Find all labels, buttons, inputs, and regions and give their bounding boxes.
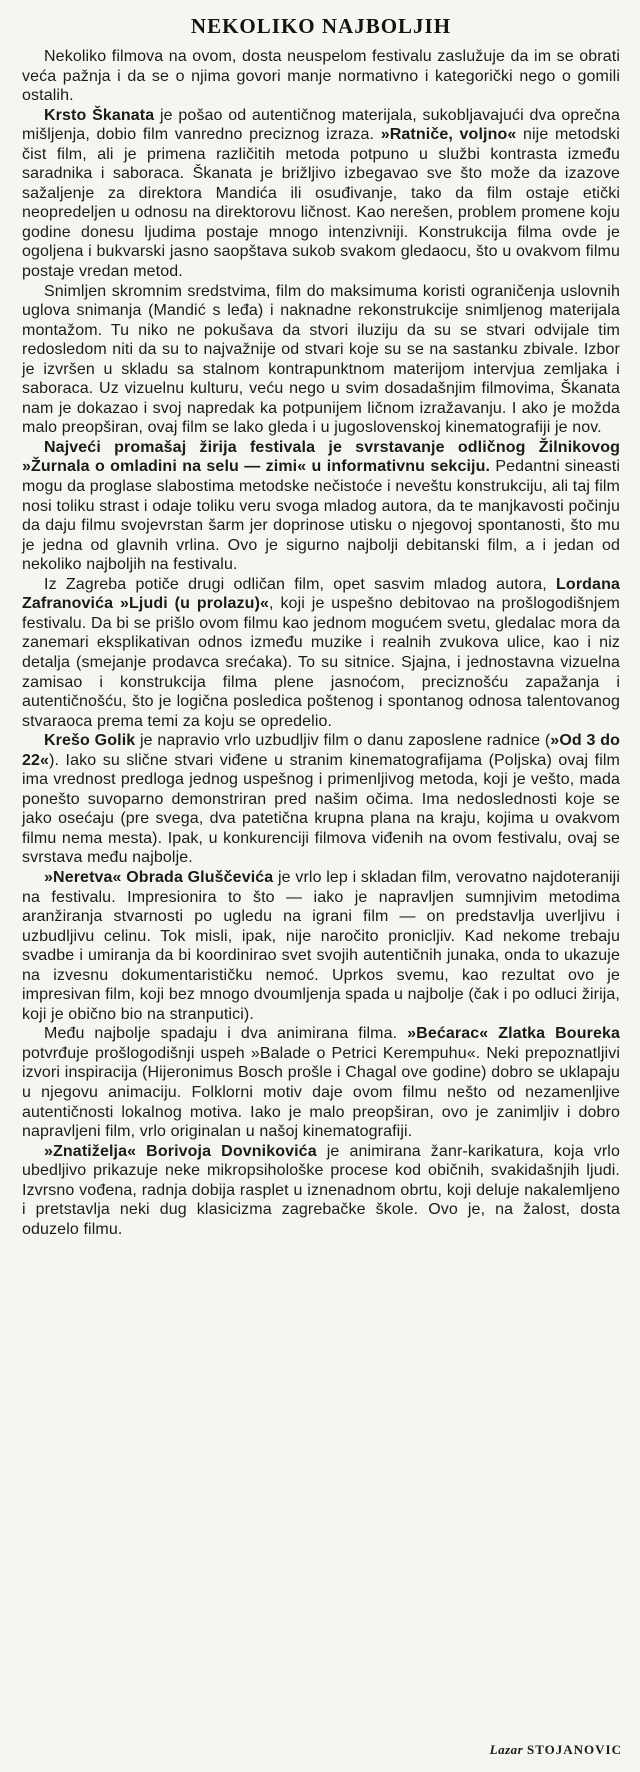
- paragraph-text: nije metodski čist film, ali je primena različitih metoda potpuno u službi kontrasta između saradnika i saboraca. Škanata je brižljivo izbegavao sve što može da izazove sažaljenje za direktora Mandića ili osuđivanje, tako da film ostaje etički neopredeljen u odnosu na direktorovu ličnost. Kao nerešen, problem promene koju godine donesu ljudima postaje mnogo intenzivniji. Konstrukcija filma ovde je ogoljena i bukvarski jasno saopštava sukob svakom gledaocu, što u ovakvom filmu postaje vredan metod.: [22, 126, 620, 281]
- paragraph-text: Pedantni sineasti mogu da proglase slabostima metodske nečistoće i neveštu konstrukciju, ali taj film nosi toliku strast i odaje toliku veru svoga mladog autora, da te manjkavosti počinju da daju filmu svojevrstan šarm jer doprinose utisku o njegovoj spontanosti, što mu je jedna od glavnih vrlina. Ovo je sigurno najbolji debitanski film, a i jedan od nekoliko najboljih na festivalu.: [22, 458, 621, 574]
- paragraph-zafranovic: [22, 575, 620, 731]
- paragraph-skanata-2: [22, 282, 620, 438]
- film-title: »Neretva« Obrada Gluščevića: [44, 868, 274, 886]
- paragraph-glusevic: [22, 868, 620, 1024]
- paragraph-text: Među najbolje spadaju i dva animirana filma.: [44, 1025, 408, 1043]
- paragraph-skanata: [22, 106, 620, 282]
- paragraph-text: je pošao od autentičnog materijala, sukobljavajući dva oprečna mišljenja, dobio film vanredno preciznog izraza.: [22, 106, 620, 144]
- paragraph-dovnikovic: [22, 1142, 620, 1240]
- director-name: Krsto Škanata: [44, 106, 155, 124]
- paragraph-text: je vrlo lep i skladan film, verovatno najdoteraniji na festivalu. Impresionira to što — iako je napravljen sumnjivim metodima aranžiranja stvarnosti po ugledu na igrani film — on predstavlja uverljivu i uzbudljivu celinu. Tok misli, ipak, nije naročito pronicljiv. Kad nekome trebaju svadbe i umiranja da bi koordinirao svet svojih autentičnih junaka, onda to ukazuje na izvesnu dokumentarističku nemoć. Uprkos svemu, kao rezultat ovo je impresivan film, koji bez mnogo dvoumljenja spada u najbolje (čak i po odluci žirija, koji je obično bio na stranputici).: [22, 868, 620, 1023]
- director-name: Krešo Golik: [44, 732, 136, 750]
- paragraph-text: ). Iako su slične stvari viđene u stranim kinematografijama (Poljska) ovaj film ima vrednost predloga jednog uspešnog i primenljivog metoda, koji je vešto, mada ponešto suvoparno demonstriran pred našim očima. Ima nedoslednosti koje se jako osećaju (pre svega, dva patetična krupna plana na kraju, kojima u ovakvom filmu nema mesta). Ipak, u konkurenciji filmova viđenih na ovom festivalu, ovaj se svrstava među najbolje.: [22, 751, 620, 867]
- paragraph-text: je napravio vrlo uzbudljiv film o danu zaposlene radnice (: [135, 732, 551, 750]
- author-last-name: STOJANOVIC: [526, 1742, 622, 1757]
- author-first-name: Lazar: [489, 1742, 524, 1757]
- lead-sentence: Najveći promašaj žirija festivala je svrstavanje odličnog Žilnikovog »Žurnala o omladini na selu — zimi« u informativnu sekciju.: [22, 438, 620, 476]
- paragraph-zilnik: [22, 438, 620, 575]
- paragraph-intro-text: Nekoliko filmova na ovom, dosta neuspelom festivalu zaslužuje da im se obrati veća pažnja i da se o njima govori manje normativno i kategorički nego o gomili ostalih.: [22, 48, 620, 105]
- film-title: »Znatiželja« Borivoja Dovnikovića: [44, 1142, 317, 1160]
- film-title: »Bećarac« Zlatka Boureka: [407, 1025, 620, 1043]
- paragraph-text: je animirana žanr-karikatura, koja vrlo ubedljivo prikazuje neke mikropsihološke procese kod običnih, svakidašnjih ljudi. Izvrsno vođena, radnja dobija rasplet u iznenadnom obrtu, koji deluje nakalemljeno i pretstavlja neki dug klasicizma zagrebačke škole. Ovo je, na žalost, dosta oduzelo filmu.: [22, 1142, 620, 1238]
- paragraph-golik: [22, 731, 620, 868]
- author-signature: [490, 1742, 622, 1758]
- paragraph-intro: [22, 47, 620, 106]
- director-film: Lordana Zafranovića »Ljudi (u prolazu)«: [22, 575, 620, 613]
- article-title: NEKOLIKO NAJBOLJIH: [190, 14, 452, 38]
- paragraph-text: , koji je uspešno debitovao na prošlogodišnjem festivalu. Da bi se prišlo ovom filmu kao jednom mogućem svetu, gledalac mora da zanemari eksplikativan odnos između muzike i realnih zvukova ulice, kao i niz detalja (smejanje prodavca srećaka). To su sitnice. Sjajna, i jednostavna vizuelna zamisao i konstrukcija filma plene jasnoćom, preciznošću zapažanja i autentičnošću, što je logična posledica poštenog i spontanog odnosa talentovanog stvaraoca prema temi za koju se opredelio.: [22, 595, 620, 730]
- film-title: »Ratniče, voljno«: [380, 126, 517, 144]
- paragraph-bourek: [22, 1024, 620, 1141]
- article-body: [22, 47, 620, 1239]
- paragraph-text: Snimljen skromnim sredstvima, film do maksimuma koristi ograničenja uslovnih uglova snimanja (Mandić s leđa) i naknadne rekonstrukcije snimljenog materijala montažom. Tu niko ne pokušava da stvori iluziju da su se stvari odvijale tim redosledom niti da su to najvažnije od stvari koje su se na sastanku zbivale. Izbor je izvršen u skladu sa stalnom kontrapunktnom materijom intervjua zemljaka i saboraca. Uz vizuelnu kulturu, veću nego u svim dosadašnjim filmovima, Škanata nam je dokazao i svoj napredak ka potpunijem ličnom izražavanju. I ako je možda malo preopširan, ovaj film se lako gleda i u jugoslovenskoj kinematografiji je nov.: [22, 282, 620, 437]
- paragraph-text: potvrđuje prošlogodišnji uspeh »Balade o Petrici Kerempuhu«. Neki prepoznatljivi izvori inspiracija (Hijeronimus Bosch prošle i Chagal ove godine) dobro se uklapaju u njegovu animaciju. Folklorni motiv daje ovom filmu nešto od nezamenljive autentičnosti lokalnog motiva. Iako je malo preopširan, ovo je zanimljiv i dobro napravljeni film, vrlo originalan u našoj kinematografiji.: [22, 1044, 620, 1141]
- film-title: »Od 3 do 22«: [22, 732, 621, 769]
- paragraph-text: Iz Zagreba potiče drugi odličan film, opet sasvim mladog autora,: [44, 575, 557, 593]
